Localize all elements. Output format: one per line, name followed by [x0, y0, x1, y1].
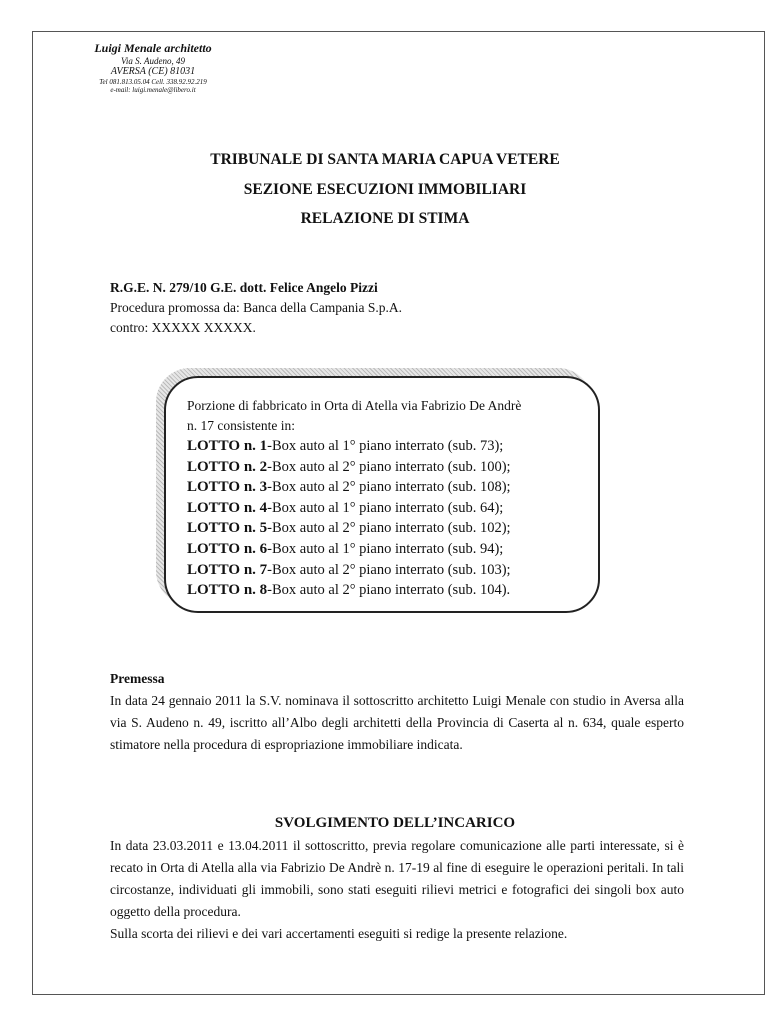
section-title: SEZIONE ESECUZIONI IMMOBILIARI	[243, 181, 527, 198]
premessa-section	[110, 668, 684, 756]
lot-intro-line: Porzione di fabbricato in Orta di Atella via Fabrizio De Andrè	[187, 398, 522, 413]
lot-label: LOTTO n. 8	[187, 582, 268, 599]
svolgimento-heading: SVOLGIMENTO DELL’INCARICO	[274, 815, 516, 831]
rge-line: R.G.E. N. 279/10 G.E. dott. Felice Angelo Pizzi	[110, 280, 378, 295]
svolgimento-section	[110, 835, 684, 945]
lot-item	[187, 457, 597, 478]
lot-label: LOTTO n. 1	[187, 438, 268, 454]
promoted-by-line: Procedura promossa da: Banca della Campania S.p.A.	[110, 300, 403, 315]
case-intro	[110, 278, 402, 338]
lot-description: -Box auto al 1° piano interrato (sub. 94);	[267, 540, 504, 557]
lot-label: LOTTO n. 2	[187, 458, 268, 475]
lot-description: -Box auto al 1° piano interrato (sub. 73);	[267, 438, 504, 454]
lot-description: -Box auto al 2° piano interrato (sub. 100);	[267, 458, 511, 475]
lot-list	[187, 396, 597, 601]
lot-label: LOTTO n. 3	[187, 479, 268, 496]
letterhead-phone: Tel 081.813.05.04 Cell. 338.92.92.219	[99, 77, 207, 86]
svolgimento-paragraph-1: In data 23.03.2011 e 13.04.2011 il sottoscritto, previa regolare comunicazione alle parti interessate, si è recato in Orta di Atella alla via Fabrizio De Andrè n. 17-19 al fine di eseguire le operazioni peritali. In tali circostanze, individuati gli immobili, sono stati eseguiti rilievi metrici e fotografici dei singoli box auto oggetto della procedura.	[110, 838, 684, 919]
letterhead-street: Via S. Audeno, 49	[121, 55, 185, 66]
report-title: RELAZIONE DI STIMA	[300, 210, 470, 227]
lot-description: -Box auto al 2° piano interrato (sub. 108);	[267, 479, 511, 496]
court-title: TRIBUNALE DI SANTA MARIA CAPUA VETERE	[210, 151, 560, 168]
lot-description: -Box auto al 2° piano interrato (sub. 104).	[267, 582, 511, 599]
lot-item	[187, 560, 597, 581]
lot-label: LOTTO n. 4	[187, 499, 268, 516]
premessa-text: In data 24 gennaio 2011 la S.V. nominava il sottoscritto architetto Luigi Menale con studio in Aversa alla via S. Audeno n. 49, iscritto all’Albo degli architetti della Provincia di Caserta al n. 634, quale esperto stimatore nella procedura di espropriazione immobiliare indicata.	[110, 693, 684, 752]
letterhead-name: Luigi Menale architetto	[94, 41, 212, 55]
lot-intro-line: n. 17 consistente in:	[187, 418, 295, 433]
lot-description: -Box auto al 2° piano interrato (sub. 103);	[267, 561, 511, 578]
lot-label: LOTTO n. 5	[187, 520, 268, 537]
lot-item	[187, 580, 597, 601]
lot-item	[187, 539, 597, 560]
letterhead	[82, 42, 224, 94]
letterhead-email: e-mail: luigi.menale@libero.it	[110, 85, 196, 94]
letterhead-city: AVERSA (CE) 81031	[110, 66, 196, 78]
lot-item	[187, 518, 597, 539]
lot-description: -Box auto al 2° piano interrato (sub. 102);	[267, 520, 511, 537]
against-line: contro: XXXXX XXXXX.	[110, 320, 256, 335]
lot-label: LOTTO n. 6	[187, 540, 268, 557]
lot-label: LOTTO n. 7	[187, 561, 268, 578]
premessa-heading: Premessa	[110, 671, 165, 686]
lot-item	[187, 436, 597, 457]
svolgimento-paragraph-2: Sulla scorta dei rilievi e dei vari accertamenti eseguiti si redige la presente relazione.	[110, 926, 568, 941]
lot-description: -Box auto al 1° piano interrato (sub. 64);	[267, 499, 504, 516]
lot-item	[187, 498, 597, 519]
lot-item	[187, 477, 597, 498]
